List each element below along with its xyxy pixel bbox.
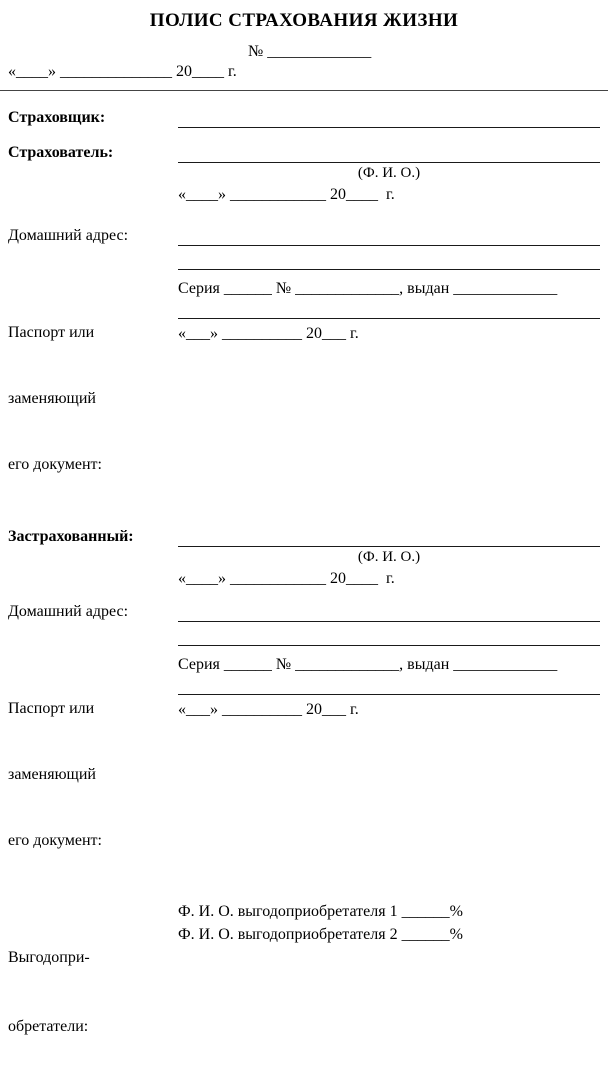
passport-date-line-1: «___» __________ 20___ г. <box>178 325 359 342</box>
home-address-label-2: Домашний адрес: <box>8 603 129 620</box>
home-address-row-2b <box>8 625 600 646</box>
insured-fio-row <box>8 548 600 566</box>
address-blank-line-2b <box>178 625 600 646</box>
passport-label-2-line3: его документ: <box>8 832 102 849</box>
fio-caption-insured: (Ф. И. О.) <box>357 549 421 565</box>
passport-label-2-line2: заменяющий <box>8 766 96 783</box>
home-address-row-2 <box>8 601 600 623</box>
policy-number-line: № _____________ <box>248 43 372 60</box>
passport-date-line-2: «___» __________ 20___ г. <box>178 701 359 718</box>
fio-caption-policyholder: (Ф. И. О.) <box>357 165 421 181</box>
insured-date-line: «____» ____________ 20____ г. <box>178 570 395 587</box>
passport-blank-line-1 <box>178 300 600 319</box>
insured-date-row <box>8 568 600 590</box>
policyholder-date-row <box>8 184 600 206</box>
passport-series-line-1: Серия ______ № _____________, выдан _____________ <box>178 280 558 297</box>
insured-blank-line <box>178 526 600 547</box>
policyholder-row <box>8 142 600 164</box>
passport-label-1-line1: Паспорт или <box>8 324 95 341</box>
address-blank-line-1b <box>178 249 600 270</box>
insured-label: Застрахованный: <box>8 528 134 545</box>
insurer-label: Страховщик: <box>8 109 106 126</box>
home-address-row-1 <box>8 225 600 247</box>
beneficiary-line-1: Ф. И. О. выгодоприобретателя 1 ______% <box>178 903 463 920</box>
home-address-label-1: Домашний адрес: <box>8 227 129 244</box>
home-address-row-1b <box>8 249 600 270</box>
insured-row <box>8 526 600 548</box>
passport-series-line-2: Серия ______ № _____________, выдан _____________ <box>178 656 558 673</box>
passport-label-1-line2: заменяющий <box>8 390 96 407</box>
passport-block-1 <box>8 278 600 520</box>
address-blank-line-1a <box>178 225 600 246</box>
page-title: ПОЛИС СТРАХОВАНИЯ ЖИЗНИ <box>149 10 459 31</box>
passport-label-2-line1: Паспорт или <box>8 700 95 717</box>
policy-date-line: «____» ______________ 20____ г. <box>8 63 237 80</box>
beneficiaries-label-line2: обретатели: <box>8 1018 89 1035</box>
policyholder-fio-row <box>8 164 600 182</box>
beneficiaries-block <box>8 900 600 1084</box>
insurer-row <box>8 107 600 129</box>
passport-block-2 <box>8 654 600 896</box>
address-blank-line-2a <box>178 601 600 622</box>
insurer-blank-line <box>178 107 600 128</box>
policyholder-date-line: «____» ____________ 20____ г. <box>178 186 395 203</box>
beneficiaries-label-line1: Выгодопри- <box>8 949 90 966</box>
passport-label-1-line3: его документ: <box>8 456 102 473</box>
policyholder-blank-line <box>178 142 600 163</box>
passport-blank-line-2 <box>178 676 600 695</box>
header-divider <box>0 90 608 91</box>
beneficiary-line-2: Ф. И. О. выгодоприобретателя 2 ______% <box>178 926 463 943</box>
policyholder-label: Страхователь: <box>8 144 114 161</box>
